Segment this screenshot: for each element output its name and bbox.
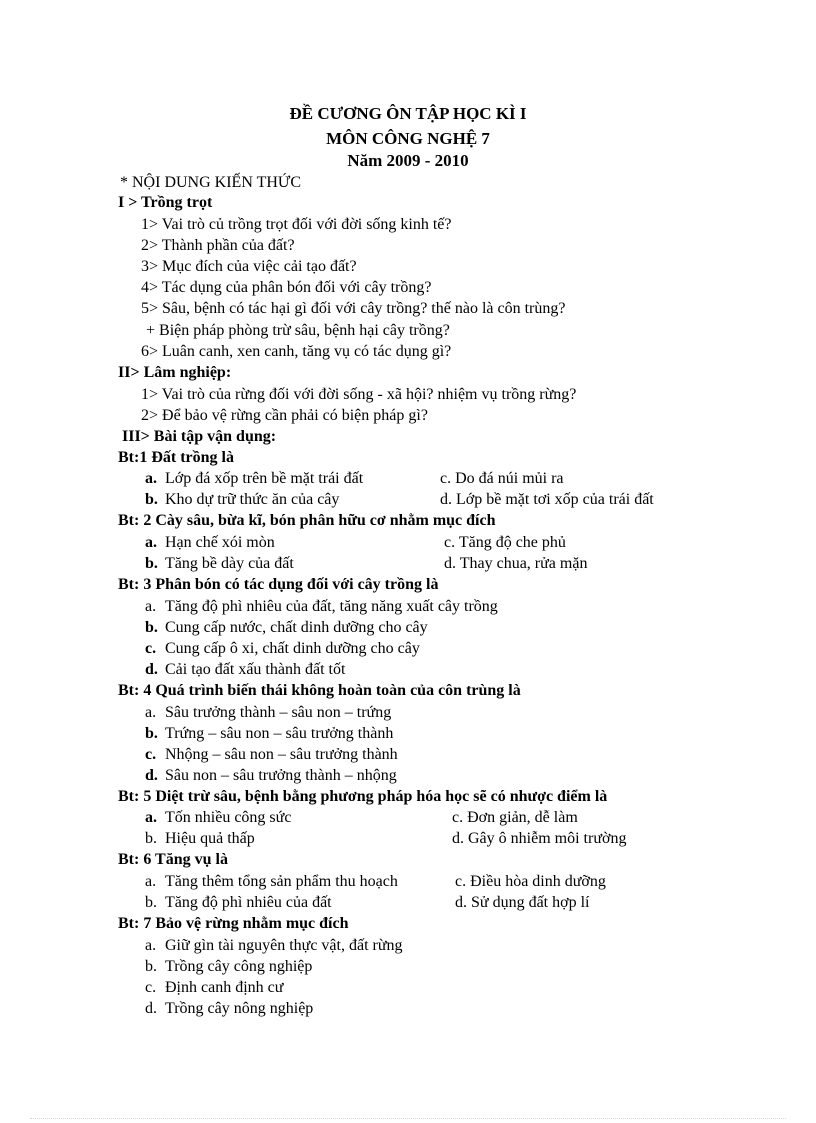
option-text: Cung cấp ô xi, chất dinh dưỡng cho cây xyxy=(165,640,420,657)
option-letter: d. xyxy=(145,661,158,678)
question-1-option-b xyxy=(145,490,339,510)
section-3-heading: III> Bài tập vận dụng: xyxy=(122,428,277,445)
option-text: Nhộng – sâu non – sâu trưởng thành xyxy=(165,746,398,763)
option-text: Lớp đá xốp trên bề mặt trái đất xyxy=(165,470,364,487)
question-6-option-c: c. Điều hòa dinh dưỡng xyxy=(455,873,606,890)
question-7-option-d xyxy=(145,999,313,1019)
section-1-item: 1> Vai trò củ trồng trọt đối với đời sống kinh tế? xyxy=(141,216,452,233)
question-1: Bt:1 Đất trồng là xyxy=(118,449,234,466)
option-text: Tăng thêm tổng sản phẩm thu hoạch xyxy=(165,873,398,890)
content-heading: * NỘI DUNG KIẾN THỨC xyxy=(120,174,301,191)
question-5-option-d: d. Gây ô nhiễm môi trường xyxy=(452,830,627,847)
document-title: ĐỀ CƯƠNG ÔN TẬP HỌC KÌ I xyxy=(289,104,527,123)
question-4-option-c xyxy=(145,745,398,765)
question-4-option-b xyxy=(145,724,393,744)
option-text: Trồng cây nông nghiệp xyxy=(165,1000,314,1017)
option-letter: b. xyxy=(145,555,158,572)
question-2-option-d: d. Thay chua, rửa mặn xyxy=(444,555,588,572)
option-text: Tăng độ phì nhiêu của đất, tăng năng xuất cây trồng xyxy=(165,598,498,615)
question-1-option-d: d. Lớp bề mặt tơi xốp của trái đất xyxy=(440,491,654,508)
option-text: Tăng độ phì nhiêu của đất xyxy=(165,894,332,911)
question-7-option-c xyxy=(145,978,283,998)
question-3-option-c xyxy=(145,639,420,659)
option-text: Trồng cây công nghiệp xyxy=(165,958,313,975)
option-text: Định canh định cư xyxy=(165,979,284,996)
question-1-option-a xyxy=(145,469,363,489)
section-2-heading: II> Lâm nghiệp: xyxy=(118,364,232,381)
option-letter: a. xyxy=(145,704,157,721)
section-1-item: 4> Tác dụng của phân bón đối với cây trồng? xyxy=(141,279,432,296)
option-letter: a. xyxy=(145,598,157,615)
option-letter: d. xyxy=(145,1000,157,1017)
option-text: Hiệu quả thấp xyxy=(165,830,255,847)
subject-title: MÔN CÔNG NGHỆ 7 xyxy=(326,129,490,148)
question-2-option-a xyxy=(145,533,275,553)
section-1-item: 5> Sâu, bệnh có tác hại gì đối với cây trồng? thế nào là côn trùng? xyxy=(141,300,566,317)
section-1-item: 6> Luân canh, xen canh, tăng vụ có tác dụng gì? xyxy=(141,343,452,360)
question-3: Bt: 3 Phân bón có tác dụng đối với cây trồng là xyxy=(118,576,439,593)
option-text: Giữ gìn tài nguyên thực vật, đất rừng xyxy=(165,937,403,954)
option-letter: b. xyxy=(145,894,157,911)
school-year: Năm 2009 - 2010 xyxy=(347,151,469,170)
option-text: Cung cấp nước, chất dinh dưỡng cho cây xyxy=(165,619,428,636)
option-letter: a. xyxy=(145,534,157,551)
option-letter: a. xyxy=(145,809,157,826)
question-2: Bt: 2 Cày sâu, bừa kĩ, bón phân hữu cơ nhằm mục đích xyxy=(118,512,496,529)
option-text: Kho dự trữ thức ăn của cây xyxy=(165,491,340,508)
section-2-item: 1> Vai trò của rừng đối với đời sống - xã hội? nhiệm vụ trồng rừng? xyxy=(141,386,577,403)
option-letter: b. xyxy=(145,725,158,742)
option-text: Cải tạo đất xấu thành đất tốt xyxy=(165,661,346,678)
option-text: Hạn chế xói mòn xyxy=(165,534,275,551)
option-text: Sâu non – sâu trưởng thành – nhộng xyxy=(165,767,397,784)
option-letter: a. xyxy=(145,470,157,487)
option-letter: a. xyxy=(145,873,157,890)
section-2-item: 2> Để bảo vệ rừng cần phải có biện pháp gì? xyxy=(141,407,428,424)
option-letter: b. xyxy=(145,830,157,847)
question-5-option-b xyxy=(145,829,255,849)
section-1-item: 3> Mục đích của việc cải tạo đất? xyxy=(141,258,357,275)
option-letter: b. xyxy=(145,619,158,636)
option-letter: c. xyxy=(145,746,157,763)
question-6-option-b xyxy=(145,893,332,913)
question-5: Bt: 5 Diệt trừ sâu, bệnh bằng phương pháp hóa học sẽ có nhược điểm là xyxy=(118,788,608,805)
question-7: Bt: 7 Bảo vệ rừng nhằm mục đích xyxy=(118,915,349,932)
question-1-option-c: c. Do đá núi mủi ra xyxy=(440,470,564,487)
option-text: Sâu trưởng thành – sâu non – trứng xyxy=(165,704,392,721)
question-4-option-a xyxy=(145,703,391,723)
question-6-option-a xyxy=(145,872,398,892)
option-letter: b. xyxy=(145,491,158,508)
option-letter: d. xyxy=(145,767,158,784)
option-text: Tốn nhiều công sức xyxy=(165,809,292,826)
question-2-option-b xyxy=(145,554,294,574)
section-1-item: 2> Thành phần của đất? xyxy=(141,237,295,254)
option-letter: b. xyxy=(145,958,157,975)
question-5-option-c: c. Đơn giản, dễ làm xyxy=(452,809,578,826)
question-2-option-c: c. Tăng độ che phủ xyxy=(444,534,566,551)
section-1-item: + Biện pháp phòng trừ sâu, bệnh hại cây trồng? xyxy=(146,322,450,339)
option-letter: a. xyxy=(145,937,157,954)
question-4: Bt: 4 Quá trình biến thái không hoàn toàn của côn trùng là xyxy=(118,682,521,699)
section-1-heading: I > Trồng trọt xyxy=(118,194,213,211)
option-text: Tăng bề dày của đất xyxy=(165,555,294,572)
question-7-option-b xyxy=(145,957,312,977)
question-3-option-d xyxy=(145,660,345,680)
question-3-option-b xyxy=(145,618,428,638)
question-5-option-a xyxy=(145,808,291,828)
question-3-option-a xyxy=(145,597,498,617)
question-6-option-d: d. Sử dụng đất hợp lí xyxy=(455,894,590,911)
option-text: Trứng – sâu non – sâu trưởng thành xyxy=(165,725,394,742)
option-letter: c. xyxy=(145,640,157,657)
question-7-option-a xyxy=(145,936,403,956)
page-bottom-divider xyxy=(30,1118,786,1119)
option-letter: c. xyxy=(145,979,157,996)
question-6: Bt: 6 Tăng vụ là xyxy=(118,851,228,868)
question-4-option-d xyxy=(145,766,397,786)
